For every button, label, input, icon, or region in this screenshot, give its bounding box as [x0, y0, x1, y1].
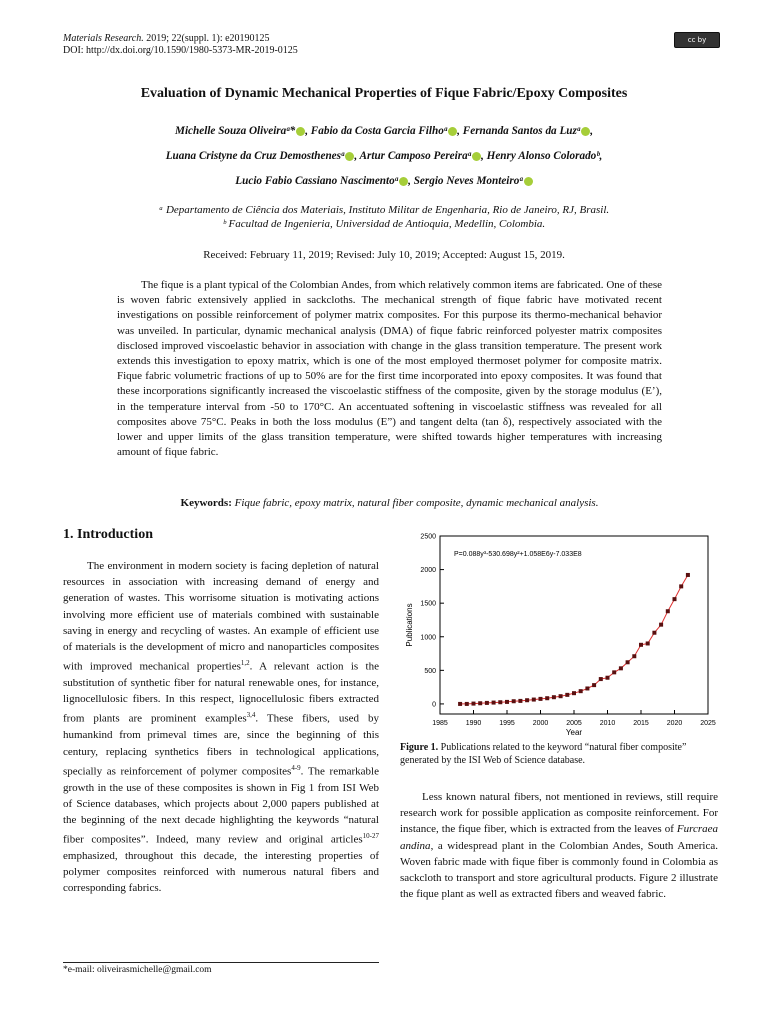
x-tick-label: 2010 [599, 720, 616, 727]
author-name: Lucio Fabio Cassiano Nascimentoᵃ [235, 175, 399, 187]
citation-ref[interactable]: 3,4 [246, 711, 256, 720]
y-tick-label: 2000 [420, 567, 436, 575]
orcid-icon[interactable] [472, 152, 481, 161]
data-point [592, 683, 596, 687]
author-name: Henry Alonso Coloradoᵇ [486, 150, 600, 162]
x-tick-label: 2025 [700, 720, 716, 727]
data-point [599, 677, 603, 681]
orcid-icon[interactable] [448, 127, 457, 136]
doi-link[interactable]: DOI: http://dx.doi.org/10.1590/1980-5373-MR-2019-0125 [63, 45, 298, 56]
author-line-1: Michelle Souza Oliveiraᵃ* , Fabio da Costa Garcia Filhoᵃ , Fernanda Santos da Luzᵃ , [175, 125, 593, 137]
citation-ref[interactable]: 4-9 [291, 763, 301, 772]
intro-paragraph [63, 558, 379, 897]
right-paragraph [400, 789, 718, 902]
author-line-3: Lucio Fabio Cassiano Nascimentoᵃ , Sergio Neves Monteiroᵃ [40, 169, 728, 194]
data-point [485, 701, 489, 705]
data-point [539, 697, 543, 701]
data-point [666, 609, 670, 613]
data-point [659, 623, 663, 627]
x-tick-label: 2005 [566, 720, 582, 727]
data-point [646, 641, 650, 645]
x-axis-label: Year [565, 728, 583, 736]
data-point [472, 702, 476, 706]
journal-citation: 2019; 22(suppl. 1): e20190125 [143, 33, 270, 44]
affiliations [0, 203, 768, 231]
orcid-icon[interactable] [524, 177, 533, 186]
x-tick-label: 2015 [633, 720, 649, 727]
intro-text: emphasized, throughout this decade, the interesting properties of polymer composites reinforced with numerous natural fibers and corresponding fabrics. [63, 850, 379, 895]
data-point [545, 696, 549, 700]
affiliation-a: ᵃ Departamento de Ciência dos Materiais, Instituto Militar de Engenharia, Rio de Janeiro, RJ, Brasil. [158, 204, 610, 216]
orcid-icon[interactable] [345, 152, 354, 161]
data-point [492, 701, 496, 705]
figure-caption [400, 741, 718, 767]
x-tick-label: 1985 [432, 720, 448, 727]
data-point [518, 699, 522, 703]
keywords [117, 497, 662, 509]
section-heading: 1. Introduction [63, 527, 153, 542]
citation-ref[interactable]: 1,2 [240, 659, 250, 668]
data-point [639, 643, 643, 647]
right-text: Less known natural fibers, not mentioned in reviews, still require research work for possible application as composite reinforcement. For instance, the fique fiber, which is extracted from the leaves of [400, 791, 718, 836]
keywords-value: Fique fabric, epoxy matrix, natural fiber composite, dynamic mechanical analysis. [234, 497, 599, 509]
y-tick-label: 1000 [420, 634, 436, 642]
cc-license-badge[interactable]: cc by [674, 32, 720, 48]
author-name: Sergio Neves Monteiroᵃ [413, 175, 523, 187]
y-tick-label: 1500 [420, 600, 436, 608]
y-axis-label: Publications [405, 603, 414, 647]
orcid-icon[interactable] [399, 177, 408, 186]
data-point [512, 699, 516, 703]
data-point [626, 660, 630, 664]
data-point [498, 700, 502, 704]
data-point [673, 597, 677, 601]
x-tick-label: 2000 [532, 720, 549, 727]
caption-label: Figure 1. [400, 742, 439, 753]
data-point [565, 693, 569, 697]
intro-text: . A relevant action is the substitution of synthetic fiber for natural renewable ones, for instance, lignocellulosic fibers. In this respect, lignocellulosic fibers extracted from plants are prominent examples [63, 660, 379, 726]
fit-equation: P=0.088y³-530.698y²+1.058E6y-7.033E8 [454, 551, 582, 558]
journal-header [63, 33, 298, 57]
data-point [559, 694, 563, 698]
data-point [612, 670, 616, 674]
x-tick-label: 1995 [499, 720, 515, 727]
data-point [478, 701, 482, 705]
keywords-label: Keywords: [180, 497, 232, 509]
affiliation-b: ᵇ Facultad de Ingenieria, Universidad de Antioquia, Medellin, Colombia. [222, 218, 546, 230]
data-point [552, 695, 556, 699]
author-list [40, 119, 728, 194]
figure-1-chart [400, 526, 718, 736]
author-line-2: Luana Cristyne da Cruz Demosthenesᵃ , Artur Camposo Pereiraᵃ , Henry Alonso Coloradoᵇ, [165, 150, 603, 162]
x-tick-label: 1990 [465, 720, 482, 727]
intro-text: The environment in modern society is facing depletion of natural resources in association with increasing demand of energy and generation of wastes. This worrisome situation is motivating actions involving more efficient use of materials combined with sustainable saving in energy and recycling of wastes. An example of efficient use of materials is the development of micro and nanoparticles composites with improved mechanical properties [63, 560, 379, 673]
species-name: Furcraea andina [400, 823, 718, 852]
y-tick-label: 500 [424, 667, 436, 675]
data-point [619, 666, 623, 670]
intro-text: . The remarkable growth in the use of these composites is shown in Fig 1 from ISI Web of Science databases, which projects about 2,000 papers published at the beginning of the next decade highlighting the keywords “natural fiber composites”. Indeed, many review and original articles [63, 765, 379, 846]
footnote-divider [63, 962, 379, 963]
author-name: Fabio da Costa Garcia Filhoᵃ [310, 125, 448, 137]
citation-ref[interactable]: 10-27 [362, 832, 379, 841]
data-point [652, 631, 656, 635]
data-point [585, 686, 589, 690]
intro-text: . These fibers, used by humankind from primeval times are, since the beginning of this century, replacing synthetics fibers in technological applications, specially as reinforcement of polymer composites [63, 713, 379, 778]
data-point [632, 654, 636, 658]
data-point [532, 698, 536, 702]
right-text: , a widespread plant in the Colombian Andes, South America. Woven fabric made with fique fiber is commonly found in Colombia as sackcloth to transport and store agricultural products. Figure 2 illustrate the fique plant as well as extracted fibers and weaved fabric. [400, 839, 718, 901]
data-point [686, 573, 690, 577]
author-name: Luana Cristyne da Cruz Demosthenesᵃ [165, 150, 345, 162]
x-tick-label: 2020 [666, 720, 683, 727]
data-point [465, 702, 469, 706]
plot-frame [440, 536, 708, 714]
orcid-icon[interactable] [581, 127, 590, 136]
author-name: Fernanda Santos da Luzᵃ [462, 125, 581, 137]
y-tick-label: 2500 [420, 533, 436, 541]
author-name: Artur Camposo Pereiraᵃ [359, 150, 472, 162]
data-point [525, 698, 529, 702]
data-point [505, 700, 509, 704]
abstract: The fique is a plant typical of the Colombian Andes, from which relatively common items are fabricated. One of these is woven fabric extensively applied in sackcloths. The mechanical strength of fique fabric have motivated recent investigations on possible reinforcement of polymer matrix composites. For this purpose its thermo-mechanical behavior was unveiled. In particular, dynamic mechanical analysis (DMA) of fique fabric reinforced polyester matrix composites disclosed improved viscoelastic behavior in association with change in the glass transition temperature. The present work extends this investigation to epoxy matrix, which is one of the most employed thermoset polymer for composite matrix. Fique fabric volumetric fractions of up to 50% are for the first time incorporated into epoxy composites. It was found that these incorporations significantly increased the viscoelastic stiffness of the composite, given by the storage modulus (E’), in the temperature interval from -50 to 170°C. An accentuated softening in viscoelastic stiffness was revealed for all composites above 75°C. Peaks in both the loss modulus (E”) and tangent delta (tan δ), respectively associated with the lower and upper limits of the glass transition temperature, were shifted towards higher temperatures with increasing amount of fique fabric. [117, 279, 662, 459]
received-dates: Received: February 11, 2019; Revised: July 10, 2019; Accepted: August 15, 2019. [203, 249, 565, 261]
data-point [679, 584, 683, 588]
data-point [572, 691, 576, 695]
journal-name: Materials Research. [63, 33, 144, 44]
footnote-email[interactable]: *e-mail: oliveirasmichelle@gmail.com [63, 965, 212, 975]
paper-title: Evaluation of Dynamic Mechanical Properties of Fique Fabric/Epoxy Composites [140, 86, 628, 101]
author-name: Michelle Souza Oliveiraᵃ* [175, 125, 296, 137]
y-tick-label: 0 [432, 701, 436, 709]
caption-text: Publications related to the keyword “natural fiber composite” generated by the ISI Web of Science database. [400, 742, 687, 766]
fit-curve [460, 575, 688, 704]
data-point [579, 689, 583, 693]
data-point [606, 676, 610, 680]
orcid-icon[interactable] [296, 127, 305, 136]
data-point [458, 702, 462, 706]
